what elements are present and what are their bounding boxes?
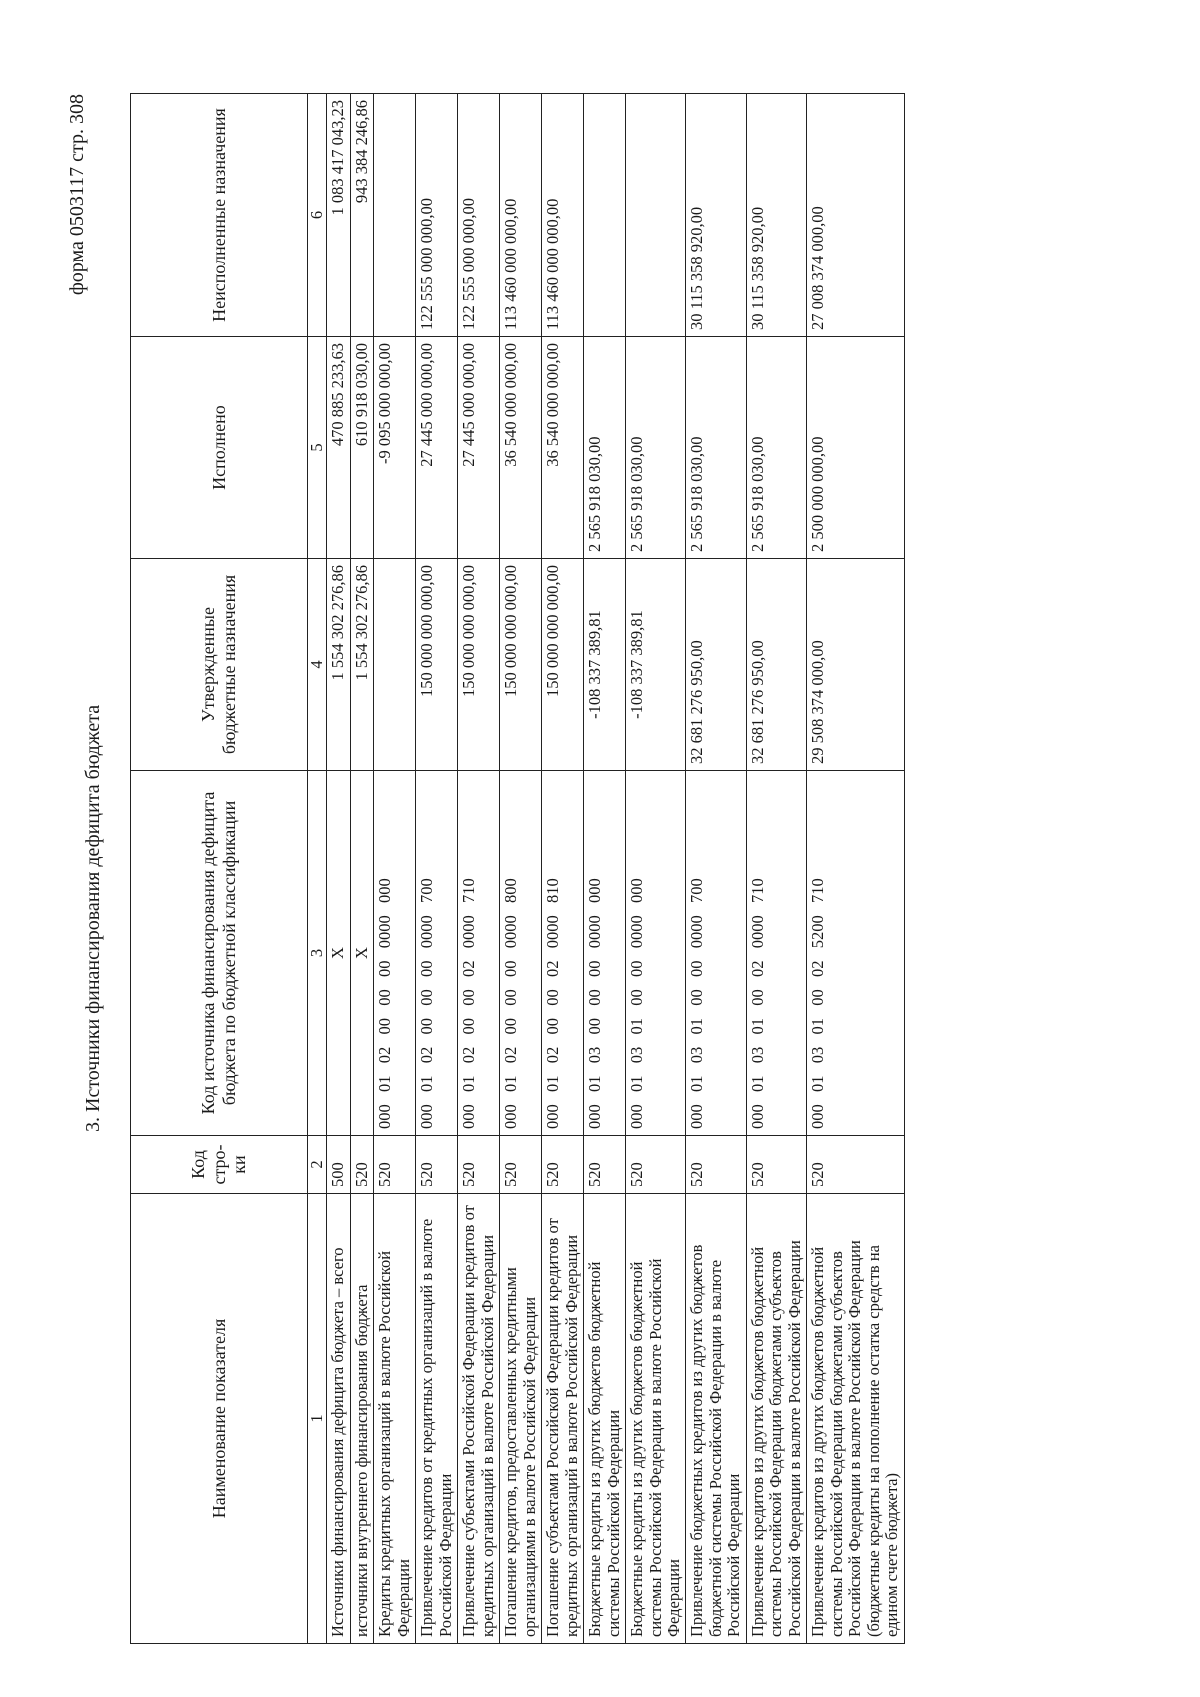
row-name: Бюджетные кредиты из других бюджетов бюджетной системы Российской Федерации — [584, 1194, 626, 1644]
row-name: Кредиты кредитных организаций в валюте Российской Федерации — [374, 1194, 416, 1644]
row-approved: 150 000 000 000,00 — [500, 559, 542, 771]
row-unexecuted: 943 384 246,86 — [350, 94, 373, 337]
row-approved: 150 000 000 000,00 — [542, 559, 584, 771]
row-source-code: X — [327, 771, 350, 1136]
row-approved: 29 508 374 000,00 — [807, 559, 904, 771]
column-header-line-code: Код стро-ки — [131, 1136, 308, 1194]
row-name: Привлечение кредитов из других бюджетов бюджетной системы Российской Федерации бюджетами субъектов Российской Федерации в валюте Российской Федерации — [746, 1194, 806, 1644]
row-line-code: 520 — [458, 1136, 500, 1194]
row-line-code: 520 — [626, 1136, 686, 1194]
row-line-code: 520 — [416, 1136, 458, 1194]
table-row — [807, 94, 904, 1644]
row-executed: 2 500 000 000,00 — [807, 337, 904, 559]
section-title: 3. Источники финансирования дефицита бюджета — [82, 704, 104, 1132]
rotated-page — [62, 54, 1142, 1682]
column-number: 1 — [308, 1194, 327, 1644]
row-source-code: 000 01 02 00 00 00 0000 800 — [500, 771, 542, 1136]
financing-sources-table — [130, 93, 905, 1644]
table-row — [626, 94, 686, 1644]
row-name: Погашение субъектами Российской Федерации кредитов от кредитных организаций в валюте Российской Федерации — [542, 1194, 584, 1644]
row-unexecuted: 113 460 000 000,00 — [500, 94, 542, 337]
row-line-code: 520 — [746, 1136, 806, 1194]
table-row — [350, 94, 373, 1644]
row-source-code: 000 01 03 01 00 02 0000 710 — [746, 771, 806, 1136]
table-row — [584, 94, 626, 1644]
row-line-code: 520 — [584, 1136, 626, 1194]
row-line-code: 520 — [542, 1136, 584, 1194]
column-header-approved: Утвержденные бюджетные назначения — [131, 559, 308, 771]
row-executed: 2 565 918 030,00 — [626, 337, 686, 559]
table-row — [686, 94, 746, 1644]
column-number: 4 — [308, 559, 327, 771]
row-source-code: 000 01 03 01 00 00 0000 000 — [626, 771, 686, 1136]
row-line-code: 520 — [350, 1136, 373, 1194]
row-approved: 1 554 302 276,86 — [327, 559, 350, 771]
row-source-code: 000 01 02 00 00 02 0000 810 — [542, 771, 584, 1136]
row-name: Привлечение субъектами Российской Федерации кредитов от кредитных организаций в валюте Российской Федерации — [458, 1194, 500, 1644]
row-name: Погашение кредитов, предоставленных кредитными организациями в валюте Российской Федерации — [500, 1194, 542, 1644]
row-executed: 2 565 918 030,00 — [746, 337, 806, 559]
row-executed: 2 565 918 030,00 — [584, 337, 626, 559]
table-row — [374, 94, 416, 1644]
row-source-code: 000 01 02 00 00 00 0000 000 — [374, 771, 416, 1136]
form-reference: форма 0503117 стр. 308 — [66, 94, 88, 296]
row-unexecuted — [626, 94, 686, 337]
row-executed: 610 918 030,00 — [350, 337, 373, 559]
column-header-source-code: Код источника финансирования дефицита бюджета по бюджетной классификации — [131, 771, 308, 1136]
row-line-code: 500 — [327, 1136, 350, 1194]
column-number: 6 — [308, 94, 327, 337]
row-unexecuted: 122 555 000 000,00 — [416, 94, 458, 337]
row-source-code: 000 01 03 00 00 00 0000 000 — [584, 771, 626, 1136]
column-header-executed: Исполнено — [131, 337, 308, 559]
row-name: Привлечение бюджетных кредитов из других бюджетов бюджетной системы Российской Федерации в валюте Российской Федерации — [686, 1194, 746, 1644]
column-header-name: Наименование показателя — [131, 1194, 308, 1644]
row-source-code: 000 01 02 00 00 02 0000 710 — [458, 771, 500, 1136]
column-number: 5 — [308, 337, 327, 559]
table-row — [416, 94, 458, 1644]
row-unexecuted — [584, 94, 626, 337]
row-approved: 32 681 276 950,00 — [686, 559, 746, 771]
row-source-code: 000 01 03 01 00 00 0000 700 — [686, 771, 746, 1136]
row-name: Привлечение кредитов из других бюджетов бюджетной системы Российской Федерации бюджетами субъектов Российской Федерации в валюте Российской Федерации (бюджетные кредиты на пополнение остатка средств на едином счете бюджета) — [807, 1194, 904, 1644]
row-approved: 1 554 302 276,86 — [350, 559, 373, 771]
row-line-code: 520 — [686, 1136, 746, 1194]
row-approved — [374, 559, 416, 771]
column-number-row — [308, 94, 327, 1644]
row-unexecuted — [374, 94, 416, 337]
row-executed: 27 445 000 000,00 — [458, 337, 500, 559]
row-unexecuted: 30 115 358 920,00 — [686, 94, 746, 337]
table-row — [500, 94, 542, 1644]
table-row — [542, 94, 584, 1644]
row-executed: 2 565 918 030,00 — [686, 337, 746, 559]
row-executed: 27 445 000 000,00 — [416, 337, 458, 559]
row-source-code: X — [350, 771, 373, 1136]
column-header-unexecuted: Неисполненные назначения — [131, 94, 308, 337]
row-approved: -108 337 389,81 — [584, 559, 626, 771]
row-approved: 150 000 000 000,00 — [458, 559, 500, 771]
row-unexecuted: 113 460 000 000,00 — [542, 94, 584, 337]
table-row — [746, 94, 806, 1644]
column-number: 3 — [308, 771, 327, 1136]
row-name: источники внутреннего финансирования бюджета — [350, 1194, 373, 1644]
row-line-code: 520 — [374, 1136, 416, 1194]
row-name: Источники финансирования дефицита бюджета – всего — [327, 1194, 350, 1644]
row-approved: -108 337 389,81 — [626, 559, 686, 771]
row-line-code: 520 — [807, 1136, 904, 1194]
row-source-code: 000 01 03 01 00 02 5200 710 — [807, 771, 904, 1136]
row-name: Привлечение кредитов от кредитных организаций в валюте Российской Федерации — [416, 1194, 458, 1644]
row-unexecuted: 1 083 417 043,23 — [327, 94, 350, 337]
row-unexecuted: 122 555 000 000,00 — [458, 94, 500, 337]
row-unexecuted: 30 115 358 920,00 — [746, 94, 806, 337]
row-executed: 36 540 000 000,00 — [500, 337, 542, 559]
row-executed: 36 540 000 000,00 — [542, 337, 584, 559]
row-executed: 470 885 233,63 — [327, 337, 350, 559]
row-name: Бюджетные кредиты из других бюджетов бюджетной системы Российской Федерации в валюте Российской Федерации — [626, 1194, 686, 1644]
row-approved: 150 000 000 000,00 — [416, 559, 458, 771]
row-line-code: 520 — [500, 1136, 542, 1194]
table-row — [327, 94, 350, 1644]
row-source-code: 000 01 02 00 00 00 0000 700 — [416, 771, 458, 1136]
row-approved: 32 681 276 950,00 — [746, 559, 806, 771]
column-number: 2 — [308, 1136, 327, 1194]
row-unexecuted: 27 008 374 000,00 — [807, 94, 904, 337]
table-row — [458, 94, 500, 1644]
header-row — [131, 94, 308, 1644]
row-executed: -9 095 000 000,00 — [374, 337, 416, 559]
